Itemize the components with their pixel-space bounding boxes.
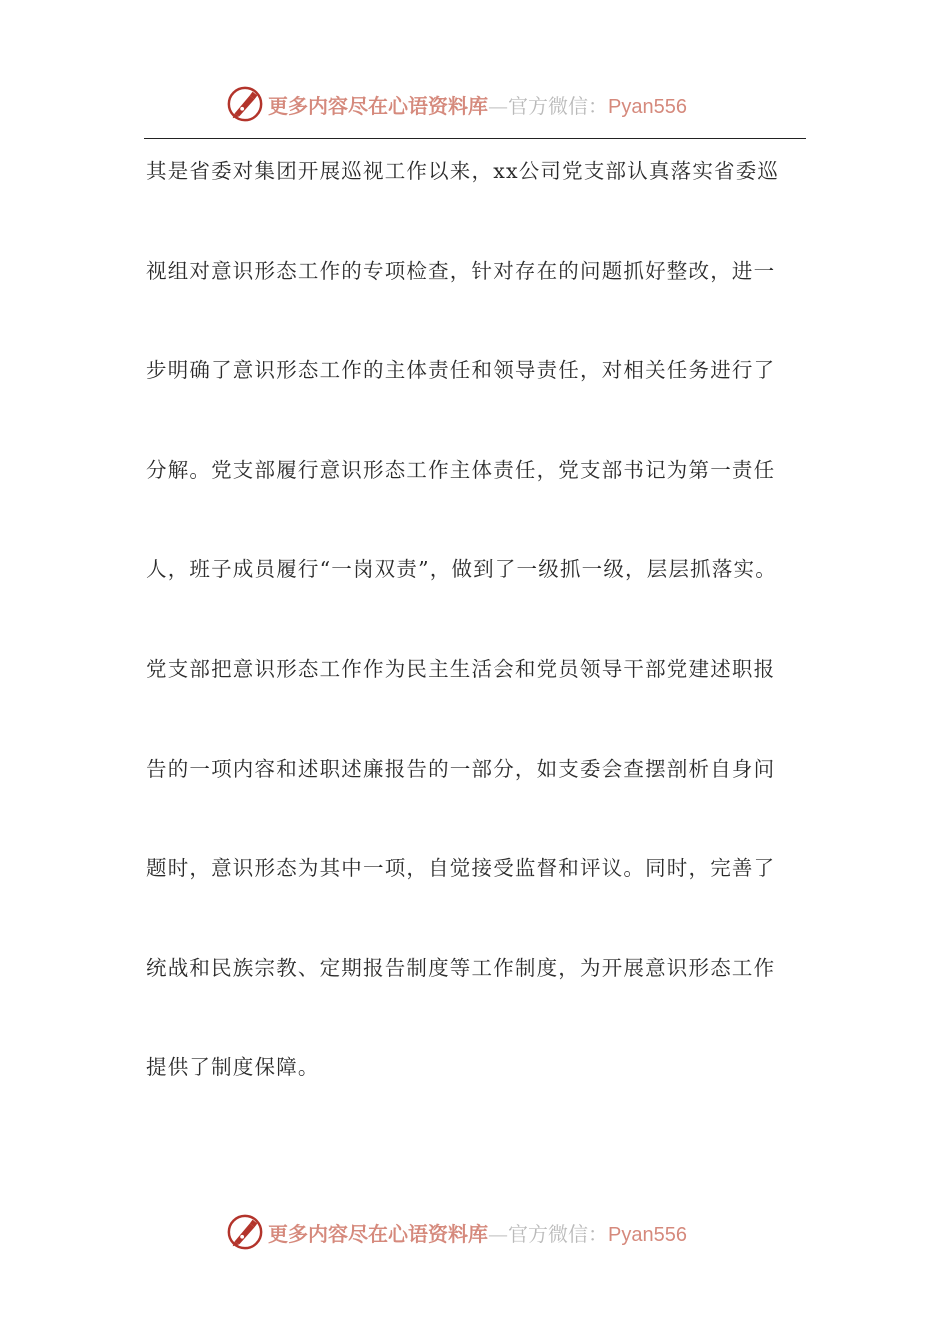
brand-dash: — <box>488 93 508 118</box>
pen-nib-logo-icon <box>226 85 264 123</box>
header-banner <box>226 84 687 124</box>
page-header <box>0 84 950 124</box>
text-line: 分解。党支部履行意识形态工作主体责任，党支部书记为第一责任 <box>146 457 776 482</box>
text-line: 党支部把意识形态工作作为民主生活会和党员领导干部党建述职报 <box>146 656 776 681</box>
text-line: 步明确了意识形态工作的主体责任和领导责任，对相关任务进行了 <box>146 358 776 383</box>
wechat-id: Pyan556 <box>608 1223 687 1246</box>
brand-text: 更多内容尽在心语资料库 <box>268 1221 488 1246</box>
contact-label: 官方微信： <box>508 1221 608 1246</box>
pen-nib-logo-icon <box>226 1213 264 1251</box>
text-line: 视组对意识形态工作的专项检查，针对存在的问题抓好整改，进一 <box>146 258 776 283</box>
brand-dash: — <box>488 1221 508 1246</box>
footer-banner-text <box>268 1218 687 1247</box>
header-divider <box>144 138 806 139</box>
contact-label: 官方微信： <box>508 93 608 118</box>
text-line: 其是省委对集团开展巡视工作以来，xx公司党支部认真落实省委巡 <box>146 159 780 183</box>
footer-banner <box>226 1212 687 1252</box>
header-banner-text <box>268 90 687 119</box>
text-line: 题时，意识形态为其中一项，自觉接受监督和评议。同时，完善了 <box>146 856 776 881</box>
text-line: 人，班子成员履行“一岗双责”，做到了一级抓一级，层层抓落实。 <box>146 557 777 582</box>
brand-text: 更多内容尽在心语资料库 <box>268 93 488 118</box>
text-line: 提供了制度保障。 <box>146 1055 320 1080</box>
text-line: 统战和民族宗教、定期报告制度等工作制度，为开展意识形态工作 <box>146 955 776 980</box>
wechat-id: Pyan556 <box>608 95 687 118</box>
text-line: 告的一项内容和述职述廉报告的一部分，如支委会查摆剖析自身问 <box>146 756 776 781</box>
document-body <box>146 151 810 1147</box>
page-footer <box>0 1212 950 1252</box>
